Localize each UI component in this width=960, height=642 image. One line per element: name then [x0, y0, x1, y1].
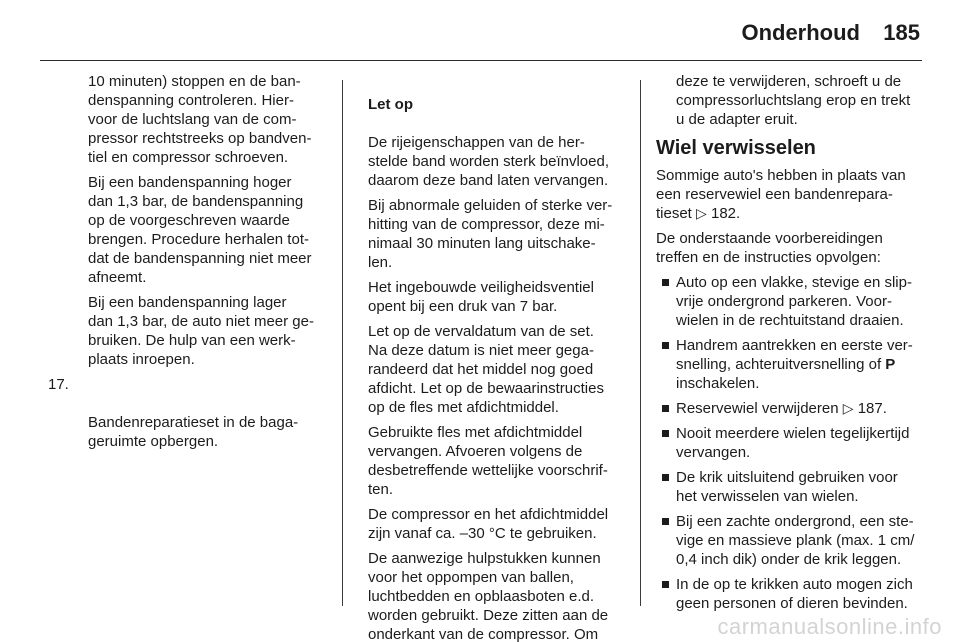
bullet-square-icon — [662, 342, 669, 349]
note-paragraph: Het ingebouwde veiligheidsventiel opent bij een druk van 7 bar. — [368, 279, 594, 315]
page-reference[interactable]: 187. — [857, 400, 887, 417]
note-paragraph: De rijeigenschappen van de her- stelde band worden sterk beïnvloed, daarom deze band laten vervangen. — [368, 134, 609, 189]
bullet-square-icon — [662, 430, 669, 437]
list-item-text-part: Reservewiel verwijderen — [676, 400, 839, 417]
list-item — [656, 336, 924, 393]
list-item — [656, 424, 924, 462]
list-item-text: Bij een zachte ondergrond, een ste- vige en massieve plank (max. 1 cm/ 0,4 inch dik) onder de krik leggen. — [676, 513, 915, 568]
bullet-square-icon — [662, 581, 669, 588]
section-heading: Wiel verwisselen — [656, 137, 816, 159]
list-item-text: Auto op een vlakke, stevige en slip- vrije ondergrond parkeren. Voor- wielen in de rechtuitstand draaien. — [676, 274, 912, 329]
note-paragraph: De compressor en het afdichtmiddel zijn vanaf ca. –30 °C te gebruiken. — [368, 506, 609, 542]
list-item-text: Nooit meerdere wielen tegelijkertijd vervangen. — [676, 425, 910, 461]
paragraph: deze te verwijderen, schroeft u de compressorluchtslang erop en trekt u de adapter eruit. — [676, 73, 911, 128]
paragraph: Bij een bandenspanning lager dan 1,3 bar, de auto niet meer ge- bruiken. De hulp van een werk- plaats inroepen. — [88, 294, 314, 368]
note-paragraph: Gebruikte fles met afdichtmiddel vervangen. Afvoeren volgens de desbetreffende wettelijke voorschrif- ten. — [368, 424, 608, 498]
page-reference-icon: ▷ — [696, 205, 707, 221]
header-divider — [40, 60, 922, 61]
paragraph-text: Sommige auto's hebben in plaats van een reservewiel een bandenrepara- tieset — [656, 167, 906, 222]
paragraph: De onderstaande voorbereidingen treffen en de instructies opvolgen: — [656, 230, 883, 266]
page-title: Onderhoud — [741, 20, 860, 45]
column-left — [46, 72, 330, 457]
column-divider — [640, 80, 641, 606]
list-item-text-part: inschakelen. — [676, 375, 760, 392]
list-item-text: De krik uitsluitend gebruiken voor het verwisselen van wielen. — [676, 469, 898, 505]
paragraph: 10 minuten) stoppen en de ban- denspanning controleren. Hier- voor de luchtslang van de com- pressor rechtstreeks op bandven- tiel en compressor schroeven. — [88, 73, 312, 166]
page-reference[interactable]: 182. — [710, 205, 741, 222]
watermark: carmanualsonline.info — [717, 614, 942, 639]
bullet-square-icon — [662, 405, 669, 412]
step-text: Bandenreparatieset in de baga- geruimte opbergen. — [88, 414, 299, 450]
page-header — [0, 14, 960, 54]
list-item-text-part: Handrem aantrekken en eerste ver- snelling, achteruitversnelling of — [676, 337, 913, 373]
column-middle — [368, 76, 632, 642]
bullet-square-icon — [662, 474, 669, 481]
step-17 — [46, 375, 330, 451]
list-item — [656, 468, 924, 506]
list-item-text: In de op te krikken auto mogen zich geen personen of dieren bevinden. — [676, 576, 913, 612]
note-paragraph: Bij abnormale geluiden of sterke ver- hitting van de compressor, deze mi- nimaal 30 minuten lang uitschake- len. — [368, 197, 613, 271]
paragraph — [656, 166, 924, 223]
note-paragraph: De aanwezige hulpstukken kunnen voor het oppompen van ballen, luchtbedden en opblaasboten e.d. worden gebruikt. Deze zitten aan de onderkant van de compressor. Om — [368, 550, 609, 642]
list-item — [656, 273, 924, 330]
note-block — [368, 76, 632, 190]
list-item — [656, 399, 924, 418]
list-item-text — [676, 399, 924, 418]
list-item-text — [676, 336, 924, 393]
paragraph: Bij een bandenspanning hoger dan 1,3 bar, de bandenspanning op de voorgeschreven waarde brengen. Procedure herhalen tot- dat de bandenspanning niet meer afneemt. — [88, 174, 312, 286]
bullet-square-icon — [662, 279, 669, 286]
bullet-square-icon — [662, 518, 669, 525]
column-right — [656, 72, 924, 619]
page-reference-icon: ▷ — [842, 400, 854, 416]
note-paragraph: Let op de vervaldatum van de set. Na deze datum is niet meer gega- randeerd dat het middel nog goed afdicht. Let op de bewaarinstructies op de fles met afdichtmiddel. — [368, 323, 604, 416]
list-item — [656, 512, 924, 569]
step-number: 17. — [48, 376, 69, 393]
gear-letter: P — [885, 356, 896, 373]
page-number: 185 — [883, 20, 920, 45]
column-divider — [342, 80, 343, 606]
list-item — [656, 575, 924, 613]
note-label: Let op — [368, 96, 413, 113]
